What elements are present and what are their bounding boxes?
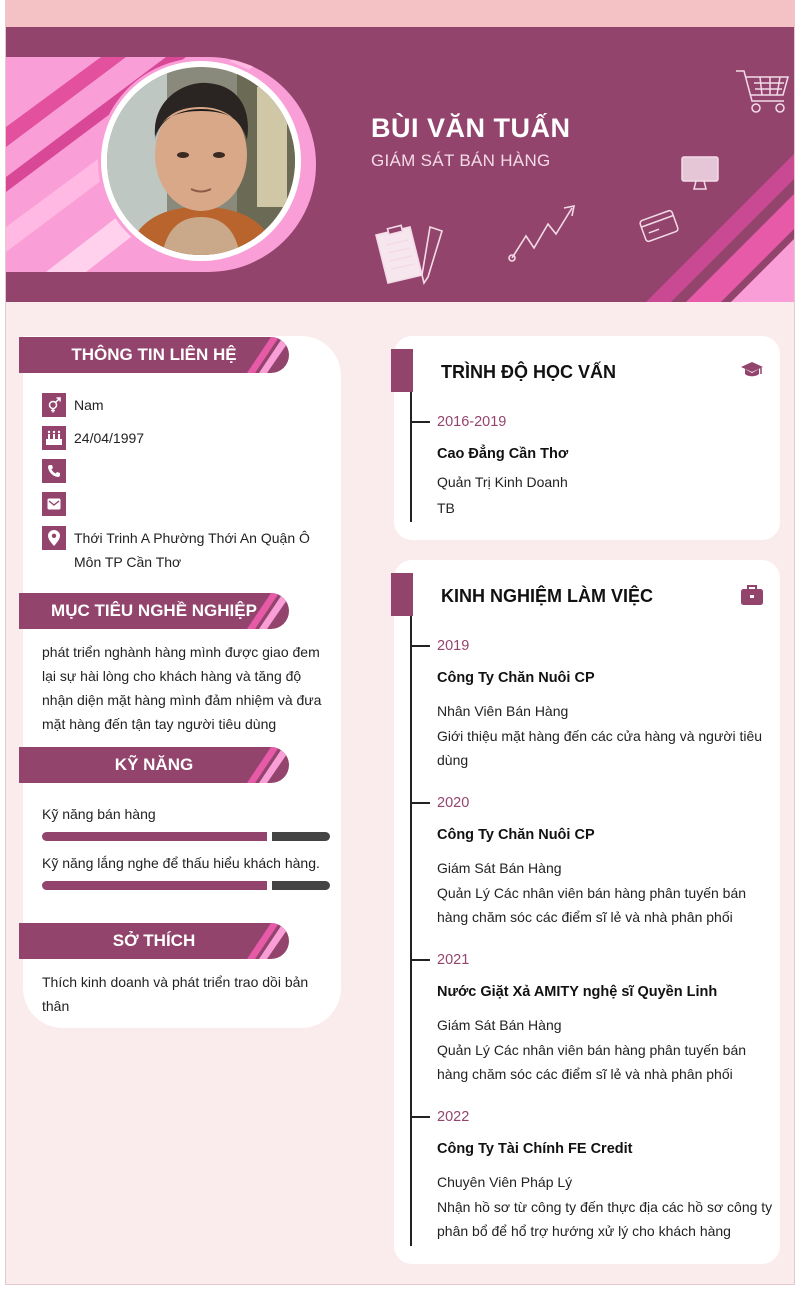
timeline-line bbox=[410, 392, 412, 522]
skills-section-title: KỸ NĂNG bbox=[19, 747, 289, 783]
section-tab bbox=[391, 349, 413, 392]
contact-birthday-row bbox=[42, 426, 314, 450]
experience-year: 2022 bbox=[437, 1109, 470, 1125]
contact-phone-row bbox=[42, 459, 314, 483]
skill-bar bbox=[42, 881, 330, 890]
timeline-tick bbox=[410, 1116, 430, 1118]
title-stripes-icon bbox=[229, 747, 289, 783]
candidate-name: BÙI VĂN TUẤN bbox=[371, 113, 571, 143]
email-icon bbox=[42, 492, 66, 516]
timeline-tick bbox=[410, 645, 430, 647]
objective-text: phát triển nghành hàng mình được giao đem lại sự hài lòng cho khách hàng và tăng độ nhận diện mặt hàng mình đảm nhiệm và đưa mặt hàng đến tận tay người tiêu dùng bbox=[42, 644, 322, 732]
education-grade: TB bbox=[437, 500, 455, 516]
growth-chart-icon bbox=[506, 202, 580, 264]
skill-level-rest bbox=[272, 832, 330, 841]
experience-description: Giới thiệu mặt hàng đến các cửa hàng và người tiêu dùng bbox=[437, 728, 763, 768]
contact-section-title: THÔNG TIN LIÊN HỆ bbox=[19, 337, 289, 373]
title-stripes-icon bbox=[229, 337, 289, 373]
briefcase-icon bbox=[740, 584, 764, 606]
experience-description: Quản Lý Các nhân viên bán hàng phân tuyến bán hàng chăm sóc các điểm sĩ lẻ và nhà phân phối bbox=[437, 1042, 747, 1082]
graduation-cap-icon bbox=[740, 360, 764, 380]
experience-role: Chuyên Viên Pháp Lý bbox=[437, 1174, 573, 1190]
hobbies-section-title: SỞ THÍCH bbox=[19, 923, 289, 959]
skill-bar bbox=[42, 832, 330, 841]
candidate-job-title: GIÁM SÁT BÁN HÀNG bbox=[371, 151, 551, 170]
gender-icon bbox=[42, 393, 66, 417]
contact-address-row bbox=[42, 526, 314, 574]
cv-page bbox=[5, 0, 795, 1285]
experience-role: Nhân Viên Bán Hàng bbox=[437, 703, 569, 719]
section-tab bbox=[391, 573, 413, 616]
avatar bbox=[107, 67, 295, 255]
location-pin-icon bbox=[42, 526, 66, 550]
education-major: Quản Trị Kinh Doanh bbox=[437, 474, 568, 490]
education-years: 2016-2019 bbox=[437, 414, 507, 430]
credit-card-icon bbox=[638, 207, 680, 245]
skill-name: Kỹ năng lắng nghe để thấu hiểu khách hàng. bbox=[42, 855, 320, 871]
top-band bbox=[6, 0, 795, 27]
experience-company: Nước Giặt Xả AMITY nghệ sĩ Quyền Linh bbox=[437, 984, 718, 1000]
skill-name: Kỹ năng bán hàng bbox=[42, 806, 156, 822]
skill-level-rest bbox=[272, 881, 330, 890]
experience-description: Quản Lý Các nhân viên bán hàng phân tuyến bán hàng chăm sóc các điểm sĩ lẻ và nhà phân phối bbox=[437, 885, 747, 925]
monitor-icon bbox=[680, 155, 720, 193]
education-card bbox=[394, 336, 780, 540]
clipboard-icon bbox=[370, 221, 446, 285]
title-stripes-icon bbox=[229, 923, 289, 959]
timeline-tick bbox=[410, 959, 430, 961]
experience-year: 2021 bbox=[437, 952, 470, 968]
phone-icon bbox=[42, 459, 66, 483]
objective-section-title: MỤC TIÊU NGHỀ NGHIỆP bbox=[19, 593, 289, 629]
experience-role: Giám Sát Bán Hàng bbox=[437, 1017, 562, 1033]
experience-card bbox=[394, 560, 780, 1264]
experience-title: KINH NGHIỆM LÀM VIỆC bbox=[441, 586, 654, 606]
experience-role: Giám Sát Bán Hàng bbox=[437, 860, 562, 876]
skill-level-fill bbox=[42, 832, 267, 841]
education-title: TRÌNH ĐỘ HỌC VẤN bbox=[441, 362, 616, 382]
experience-company: Công Ty Chăn Nuôi CP bbox=[437, 827, 595, 843]
experience-description: Nhận hồ sơ từ công ty đến thực địa các hồ sơ công ty phân bổ để hổ trợ hướng xử lý cho khách hàng bbox=[437, 1199, 773, 1239]
contact-gender: Nam bbox=[74, 397, 104, 413]
cv-header bbox=[6, 27, 795, 302]
contact-email-row bbox=[42, 492, 314, 516]
timeline-tick bbox=[410, 421, 430, 423]
experience-year: 2020 bbox=[437, 795, 470, 811]
hobbies-text: Thích kinh doanh và phát triển trao dồi bản thân bbox=[42, 974, 309, 1014]
education-school: Cao Đẳng Cần Thơ bbox=[437, 446, 569, 462]
birthday-cake-icon bbox=[42, 426, 66, 450]
cart-icon bbox=[734, 67, 792, 115]
experience-year: 2019 bbox=[437, 638, 470, 654]
experience-company: Công Ty Chăn Nuôi CP bbox=[437, 670, 595, 686]
contact-gender-row bbox=[42, 393, 314, 417]
contact-birthday: 24/04/1997 bbox=[74, 430, 145, 446]
experience-company: Công Ty Tài Chính FE Credit bbox=[437, 1141, 633, 1157]
contact-address: Thới Trinh A Phường Thới An Quận Ô Môn TP Cần Thơ bbox=[74, 530, 310, 570]
timeline-tick bbox=[410, 802, 430, 804]
skill-level-fill bbox=[42, 881, 267, 890]
timeline-line bbox=[410, 616, 412, 1246]
